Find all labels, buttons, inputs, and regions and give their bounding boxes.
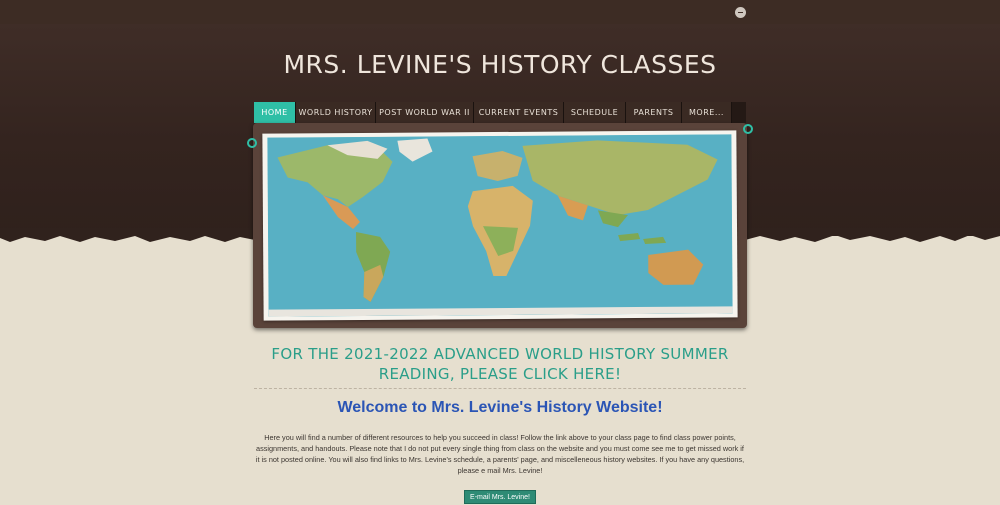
welcome-heading: Welcome to Mrs. Levine's History Website!	[337, 399, 663, 416]
nav-more[interactable]: MORE...	[682, 102, 732, 123]
frame-pin-right	[743, 124, 753, 134]
banner-frame	[253, 123, 747, 328]
site-title: MRS. LEVINE'S HISTORY CLASSES	[283, 50, 717, 79]
nav-world-history[interactable]: WORLD HISTORY	[296, 102, 376, 123]
summer-reading-link[interactable]: FOR THE 2021-2022 ADVANCED WORLD HISTORY SUMMER READING, PLEASE CLICK HERE!	[271, 345, 729, 383]
top-bar	[0, 0, 1000, 24]
email-button[interactable]: E-mail Mrs. Levine!	[464, 490, 536, 504]
main-nav	[254, 102, 746, 123]
banner-photo-border	[262, 130, 737, 320]
world-map-graphic	[267, 134, 732, 316]
minus-circle-icon[interactable]	[735, 7, 746, 18]
nav-home[interactable]: HOME	[254, 102, 296, 123]
nav-schedule[interactable]: SCHEDULE	[564, 102, 626, 123]
world-map-image	[267, 134, 732, 316]
nav-parents[interactable]: PARENTS	[626, 102, 682, 123]
welcome-paragraph: Here you will find a number of different resources to help you succeed in class! Follow the link above to your class page to find class power points, assignments, and handouts. Please note that I do not put every single thing from class on the website and you must come see me to get missed work if it is not posted online. You will also find links to Mrs. Levine's schedule, a parents' page, and miscelleneous history websites. If you have any questions, please e mail Mrs. Levine!	[255, 433, 745, 475]
nav-current-events[interactable]: CURRENT EVENTS	[474, 102, 564, 123]
frame-pin-left	[247, 138, 257, 148]
section-divider	[254, 388, 746, 389]
nav-post-world-war-ii[interactable]: POST WORLD WAR II	[376, 102, 474, 123]
